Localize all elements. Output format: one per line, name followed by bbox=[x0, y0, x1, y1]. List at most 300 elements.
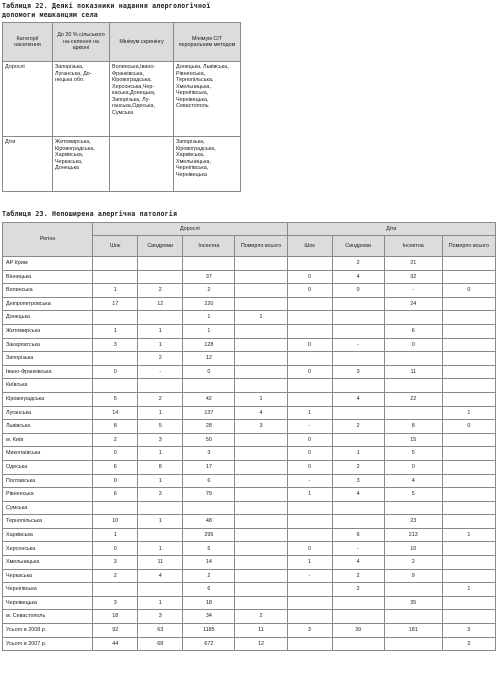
table23-cell: 2 bbox=[442, 637, 495, 651]
table23-cell bbox=[287, 583, 332, 597]
table23-cell: 1 bbox=[93, 324, 138, 338]
region-name: м. Севастополь bbox=[3, 610, 93, 624]
table23-cell bbox=[442, 365, 495, 379]
table23-cell bbox=[287, 596, 332, 610]
table23-cell bbox=[93, 501, 138, 515]
table23-cell bbox=[235, 297, 287, 311]
table23-cell: 3 bbox=[287, 624, 332, 638]
table23-cell: 5 bbox=[384, 447, 442, 461]
region-name: Хмельницька bbox=[3, 556, 93, 570]
table23-row bbox=[3, 392, 496, 406]
table23-cell: 3 bbox=[138, 610, 183, 624]
table23-cell bbox=[287, 637, 332, 651]
table23-cell: 2 bbox=[183, 569, 235, 583]
table23-cell: 17 bbox=[183, 460, 235, 474]
table23-cell bbox=[138, 528, 183, 542]
table23-cell: 6 bbox=[384, 324, 442, 338]
table23-cell: - bbox=[138, 365, 183, 379]
table23-row bbox=[3, 501, 496, 515]
table23-cell bbox=[442, 488, 495, 502]
table23-cell: 0 bbox=[332, 284, 384, 298]
table23-cell: 2 bbox=[384, 556, 442, 570]
table23-row bbox=[3, 596, 496, 610]
adults-group-header: Дорослі bbox=[93, 223, 287, 236]
table23-cell bbox=[138, 583, 183, 597]
table23-subheader: Інсектна bbox=[384, 236, 442, 257]
table23-cell: 12 bbox=[183, 352, 235, 366]
table23-cell bbox=[442, 542, 495, 556]
table23-cell bbox=[235, 515, 287, 529]
table23-cell bbox=[287, 528, 332, 542]
table23-cell bbox=[442, 501, 495, 515]
table23-cell: 8 bbox=[138, 460, 183, 474]
table23-cell bbox=[287, 610, 332, 624]
table23-row bbox=[3, 447, 496, 461]
region-name: Житомирська bbox=[3, 324, 93, 338]
table23-cell: 3 bbox=[235, 420, 287, 434]
table22-row bbox=[3, 62, 241, 137]
table23-cell bbox=[183, 379, 235, 393]
table23-cell: 92 bbox=[93, 624, 138, 638]
table23-cell bbox=[93, 270, 138, 284]
region-name: Сумська bbox=[3, 501, 93, 515]
table23-cell: 4 bbox=[332, 556, 384, 570]
table23-cell: 3 bbox=[183, 447, 235, 461]
table23-cell bbox=[235, 501, 287, 515]
table22-cell: Запорізька, Кіровоградська, Харківська, Хмельницька, Чернігівська, Чернівецька bbox=[174, 137, 241, 192]
table23-cell: 28 bbox=[183, 420, 235, 434]
table23-cell bbox=[287, 257, 332, 271]
table23-cell: 21 bbox=[384, 257, 442, 271]
table23-cell: 48 bbox=[183, 515, 235, 529]
table23-cell bbox=[235, 447, 287, 461]
table23-cell bbox=[384, 311, 442, 325]
table23-cell: 0 bbox=[442, 284, 495, 298]
table23-cell bbox=[442, 610, 495, 624]
table23-cell: 5 bbox=[93, 392, 138, 406]
table23-cell: 2 bbox=[235, 610, 287, 624]
table23-cell bbox=[235, 352, 287, 366]
table23-cell bbox=[442, 556, 495, 570]
table23-cell bbox=[235, 284, 287, 298]
table23-cell bbox=[384, 583, 442, 597]
region-name: м. Київ bbox=[3, 433, 93, 447]
region-name: Усього в 2008 р. bbox=[3, 624, 93, 638]
region-name: Дніпропетровська bbox=[3, 297, 93, 311]
table23-cell: 4 bbox=[235, 406, 287, 420]
table23-cell: 1 bbox=[138, 515, 183, 529]
table23-cell bbox=[235, 460, 287, 474]
table23-cell: 0 bbox=[287, 338, 332, 352]
table23-cell: 0 bbox=[287, 460, 332, 474]
table23-cell: 181 bbox=[384, 624, 442, 638]
table23-cell bbox=[287, 324, 332, 338]
region-name: Донецька bbox=[3, 311, 93, 325]
table23-cell bbox=[442, 324, 495, 338]
table23-cell: 1 bbox=[442, 528, 495, 542]
children-group-header: Діти bbox=[287, 223, 495, 236]
table23-body bbox=[3, 257, 496, 651]
table23-cell: 6 bbox=[93, 460, 138, 474]
table23-row bbox=[3, 569, 496, 583]
table23-cell: - bbox=[332, 542, 384, 556]
table23-cell bbox=[235, 528, 287, 542]
table23-cell bbox=[384, 637, 442, 651]
table23-cell: 2 bbox=[332, 583, 384, 597]
table23-cell: 44 bbox=[93, 637, 138, 651]
table23-cell: 0 bbox=[384, 338, 442, 352]
table23-cell: 5 bbox=[384, 488, 442, 502]
table23-row bbox=[3, 420, 496, 434]
region-name: Львівська bbox=[3, 420, 93, 434]
table23-cell bbox=[442, 433, 495, 447]
table23-cell bbox=[384, 406, 442, 420]
region-header: Регіон bbox=[3, 223, 93, 257]
table23-row bbox=[3, 515, 496, 529]
table23-row bbox=[3, 488, 496, 502]
table23-row bbox=[3, 460, 496, 474]
table23-cell: 6 bbox=[332, 528, 384, 542]
table23-cell: 6 bbox=[93, 488, 138, 502]
table23-cell: 0 bbox=[287, 270, 332, 284]
region-name: Тернопільська bbox=[3, 515, 93, 529]
table23-cell: 12 bbox=[138, 297, 183, 311]
table23-cell bbox=[235, 270, 287, 284]
table23-cell bbox=[235, 433, 287, 447]
table23-cell bbox=[235, 379, 287, 393]
table23-cell: 1 bbox=[138, 474, 183, 488]
table23-cell: 128 bbox=[183, 338, 235, 352]
table23-row bbox=[3, 583, 496, 597]
table23-cell bbox=[442, 392, 495, 406]
region-name: Запорізька bbox=[3, 352, 93, 366]
table23-cell: 32 bbox=[384, 270, 442, 284]
table23-cell: 1 bbox=[442, 406, 495, 420]
table23-cell: - bbox=[287, 420, 332, 434]
table23-cell: 1 bbox=[138, 338, 183, 352]
table23-cell bbox=[138, 270, 183, 284]
table23-cell bbox=[332, 324, 384, 338]
table23-cell bbox=[235, 365, 287, 379]
region-name: Миколаївська bbox=[3, 447, 93, 461]
table22-cell: Дорослі bbox=[3, 62, 53, 137]
table23-cell: 0 bbox=[93, 365, 138, 379]
table23-cell bbox=[442, 460, 495, 474]
table23-cell: - bbox=[287, 474, 332, 488]
table23-cell: 22 bbox=[384, 392, 442, 406]
table23-cell: 4 bbox=[138, 569, 183, 583]
table23-cell: 1 bbox=[93, 284, 138, 298]
table23-row bbox=[3, 406, 496, 420]
table23-cell bbox=[183, 257, 235, 271]
table23-cell: 0 bbox=[384, 460, 442, 474]
table23-cell: 0 bbox=[287, 365, 332, 379]
table23-cell bbox=[235, 569, 287, 583]
table23-row bbox=[3, 338, 496, 352]
table23-cell: 18 bbox=[183, 596, 235, 610]
table22-cell bbox=[110, 137, 174, 192]
table23-cell: 3 bbox=[138, 433, 183, 447]
table23-row bbox=[3, 352, 496, 366]
table23-cell: 0 bbox=[287, 433, 332, 447]
table23-cell bbox=[442, 297, 495, 311]
table23-cell bbox=[287, 352, 332, 366]
table23-cell: 4 bbox=[384, 474, 442, 488]
table23-cell bbox=[235, 556, 287, 570]
table23-cell bbox=[384, 610, 442, 624]
table23-row bbox=[3, 270, 496, 284]
table23-cell: 42 bbox=[183, 392, 235, 406]
table22-cell: Діти bbox=[3, 137, 53, 192]
table23-cell bbox=[93, 352, 138, 366]
table23-cell bbox=[442, 474, 495, 488]
table23-cell: 34 bbox=[183, 610, 235, 624]
table23-subheader: Шок bbox=[287, 236, 332, 257]
table23-cell: 10 bbox=[93, 515, 138, 529]
region-name: Чернівецька bbox=[3, 596, 93, 610]
table23-cell: 1 bbox=[138, 324, 183, 338]
region-name: Закарпатська bbox=[3, 338, 93, 352]
region-name: Харківська bbox=[3, 528, 93, 542]
table23-cell: 2 bbox=[93, 569, 138, 583]
table23-cell bbox=[384, 352, 442, 366]
table23-row bbox=[3, 284, 496, 298]
table23-cell: 1 bbox=[138, 447, 183, 461]
region-name: Вінницька bbox=[3, 270, 93, 284]
table23-cell: 2 bbox=[332, 257, 384, 271]
table23-cell: 17 bbox=[93, 297, 138, 311]
table23-cell bbox=[93, 583, 138, 597]
table23-subheader: Інсектна bbox=[183, 236, 235, 257]
table23-row bbox=[3, 433, 496, 447]
table23-cell: 23 bbox=[384, 515, 442, 529]
table23-cell: 1 bbox=[138, 542, 183, 556]
table23-cell: 2 bbox=[93, 433, 138, 447]
table22-cell: Житомирська, Кіровоградська, Харківська, Черкаська, Донецька bbox=[53, 137, 110, 192]
table23-cell bbox=[138, 257, 183, 271]
table23-cell bbox=[138, 379, 183, 393]
table23-cell bbox=[138, 501, 183, 515]
table23-cell: 63 bbox=[138, 624, 183, 638]
table23-cell bbox=[235, 583, 287, 597]
table23-cell: 0 bbox=[287, 447, 332, 461]
table23-cell bbox=[332, 406, 384, 420]
table23-cell bbox=[93, 379, 138, 393]
table23-cell bbox=[235, 324, 287, 338]
table23-cell: 1 bbox=[442, 583, 495, 597]
table23-cell bbox=[287, 379, 332, 393]
table23-cell: 2 bbox=[138, 284, 183, 298]
table23-cell: 0 bbox=[287, 542, 332, 556]
table23-cell: 1 bbox=[138, 406, 183, 420]
table23-cell: 3 bbox=[332, 365, 384, 379]
table23-cell: 1 bbox=[93, 528, 138, 542]
table23-cell bbox=[332, 311, 384, 325]
table23-row bbox=[3, 324, 496, 338]
table23-cell: 0 bbox=[93, 542, 138, 556]
table23-row bbox=[3, 379, 496, 393]
table23-cell: 1 bbox=[183, 324, 235, 338]
region-name: Херсонська bbox=[3, 542, 93, 556]
table23-cell bbox=[332, 297, 384, 311]
table23-cell: 1185 bbox=[183, 624, 235, 638]
table23-cell: - bbox=[384, 284, 442, 298]
table23-cell: 8 bbox=[93, 420, 138, 434]
table23-cell: 50 bbox=[183, 433, 235, 447]
table23-row bbox=[3, 365, 496, 379]
table23-cell bbox=[235, 596, 287, 610]
table23 bbox=[2, 222, 496, 651]
table23-cell: 1 bbox=[235, 311, 287, 325]
table23-cell bbox=[384, 379, 442, 393]
table23-caption: Таблиця 23. Непоширена алергічна патологія bbox=[2, 210, 178, 218]
table23-row bbox=[3, 528, 496, 542]
region-name: Волинська bbox=[3, 284, 93, 298]
table23-cell: 2 bbox=[138, 392, 183, 406]
table23-cell: 1 bbox=[332, 447, 384, 461]
table23-cell: 14 bbox=[93, 406, 138, 420]
region-name: Івано-Франківська bbox=[3, 365, 93, 379]
table23-cell: 24 bbox=[384, 297, 442, 311]
table23-cell: 2 bbox=[183, 284, 235, 298]
table23-cell: 68 bbox=[138, 637, 183, 651]
table23-cell bbox=[287, 515, 332, 529]
table23-cell: 213 bbox=[384, 528, 442, 542]
table23-cell bbox=[332, 433, 384, 447]
table23-cell bbox=[235, 488, 287, 502]
table22-header-cell: Мінімум СІТ пероральним методом bbox=[174, 23, 241, 62]
table23-cell: 2 bbox=[332, 420, 384, 434]
table23-subheader: Померло всього bbox=[442, 236, 495, 257]
table23-cell bbox=[384, 501, 442, 515]
table23-cell: 10 bbox=[384, 542, 442, 556]
table23-row bbox=[3, 257, 496, 271]
region-name: Усього в 2007 р. bbox=[3, 637, 93, 651]
table23-cell: 0 bbox=[93, 474, 138, 488]
table22-header-cell: До 20 % сільського на-селення на аркіоні bbox=[53, 23, 110, 62]
table23-cell bbox=[138, 311, 183, 325]
table22-cell: Запорізька, Луганська, До-нецька обл. bbox=[53, 62, 110, 137]
region-name: АР Крим bbox=[3, 257, 93, 271]
table23-cell bbox=[332, 515, 384, 529]
table23-cell: 6 bbox=[183, 583, 235, 597]
table23-row bbox=[3, 556, 496, 570]
table23-cell bbox=[287, 311, 332, 325]
table22-caption-line2: допомоги мешканцям села bbox=[2, 11, 98, 19]
table23-cell: 0 bbox=[442, 420, 495, 434]
table23-cell bbox=[332, 379, 384, 393]
table23-cell bbox=[442, 379, 495, 393]
table23-cell: - bbox=[332, 338, 384, 352]
table23-cell: 15 bbox=[384, 433, 442, 447]
table23-cell: 11 bbox=[235, 624, 287, 638]
table23-cell: 137 bbox=[183, 406, 235, 420]
table23-cell bbox=[235, 474, 287, 488]
table23-cell bbox=[235, 338, 287, 352]
table22-caption-line1: Таблиця 22. Деякі показники надання алергологічної bbox=[2, 2, 211, 10]
table23-cell bbox=[442, 569, 495, 583]
table23-cell bbox=[442, 338, 495, 352]
table23-cell bbox=[235, 257, 287, 271]
table23-cell: 4 bbox=[332, 488, 384, 502]
table23-cell bbox=[442, 596, 495, 610]
table23-row bbox=[3, 624, 496, 638]
table23-cell bbox=[287, 297, 332, 311]
region-name: Одеська bbox=[3, 460, 93, 474]
table22 bbox=[2, 22, 241, 192]
table23-cell: 3 bbox=[93, 596, 138, 610]
table22-header-cell: Категорії населення bbox=[3, 23, 53, 62]
table23-group-header-row bbox=[3, 223, 496, 236]
table23-cell: 0 bbox=[183, 365, 235, 379]
table23-cell bbox=[442, 311, 495, 325]
table23-cell: 295 bbox=[183, 528, 235, 542]
table23-cell: - bbox=[287, 569, 332, 583]
table23-cell: 1 bbox=[287, 488, 332, 502]
table22-caption bbox=[2, 2, 211, 20]
table23-subheader: Шок bbox=[93, 236, 138, 257]
region-name: Луганська bbox=[3, 406, 93, 420]
table23-cell: 4 bbox=[332, 392, 384, 406]
table23-cell: 11 bbox=[138, 556, 183, 570]
table23-cell: 3 bbox=[93, 556, 138, 570]
table23-cell: 1 bbox=[287, 406, 332, 420]
table23-cell: 6 bbox=[183, 474, 235, 488]
table23-cell: 39 bbox=[332, 624, 384, 638]
table23-cell: 37 bbox=[183, 270, 235, 284]
table23-cell bbox=[442, 515, 495, 529]
table23-cell: 12 bbox=[235, 637, 287, 651]
table23-cell: 1 bbox=[235, 392, 287, 406]
table23-cell: 11 bbox=[384, 365, 442, 379]
table23-cell bbox=[332, 637, 384, 651]
table23-cell bbox=[287, 501, 332, 515]
region-name: Черкаська bbox=[3, 569, 93, 583]
table23-cell: 3 bbox=[138, 488, 183, 502]
table23-cell bbox=[332, 596, 384, 610]
table23-cell bbox=[332, 352, 384, 366]
table23-subheader: Синдроми bbox=[138, 236, 183, 257]
region-name: Чернігівська bbox=[3, 583, 93, 597]
table23-cell bbox=[442, 257, 495, 271]
table23-cell: 1 bbox=[138, 596, 183, 610]
table23-cell: 2 bbox=[332, 460, 384, 474]
table23-cell: 9 bbox=[384, 569, 442, 583]
table23-cell bbox=[332, 610, 384, 624]
table23-cell: 220 bbox=[183, 297, 235, 311]
table23-cell: 3 bbox=[332, 474, 384, 488]
table23-cell: 1 bbox=[183, 311, 235, 325]
table23-subheader: Синдроми bbox=[332, 236, 384, 257]
table23-cell: 8 bbox=[384, 420, 442, 434]
table23-cell bbox=[442, 270, 495, 284]
table23-cell: 18 bbox=[93, 610, 138, 624]
table23-cell: 2 bbox=[332, 569, 384, 583]
table23-cell: 672 bbox=[183, 637, 235, 651]
table23-cell: 2 bbox=[138, 352, 183, 366]
table23-cell: 1 bbox=[287, 556, 332, 570]
table23-cell: 5 bbox=[183, 542, 235, 556]
region-name: Кіровоградська bbox=[3, 392, 93, 406]
table23-cell: 3 bbox=[93, 338, 138, 352]
table23-cell bbox=[183, 501, 235, 515]
table23-cell: 14 bbox=[183, 556, 235, 570]
table23-cell bbox=[235, 542, 287, 556]
table22-header-cell: Мінімум скринінгу bbox=[110, 23, 174, 62]
table23-cell bbox=[93, 311, 138, 325]
table23-cell: 3 bbox=[442, 624, 495, 638]
table23-row bbox=[3, 610, 496, 624]
